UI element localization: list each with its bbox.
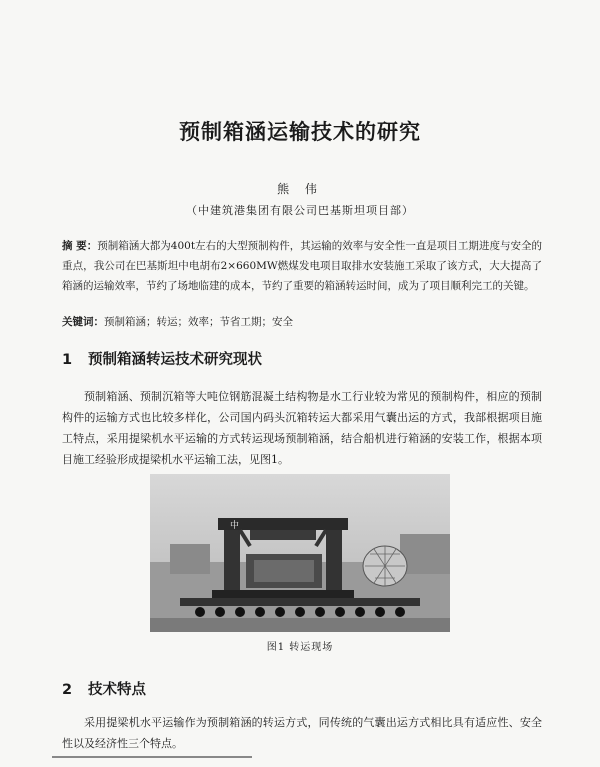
keywords: [62, 314, 542, 329]
abstract: [62, 236, 542, 296]
author: 熊 伟: [277, 182, 323, 196]
figure-caption: 图1 转运现场: [266, 642, 334, 653]
section-1-heading: [62, 348, 262, 369]
paper-title: 预制箱涵运输技术的研究: [179, 120, 421, 144]
section-1-number: 1: [62, 352, 73, 368]
affiliation: （中建筑港集团有限公司巴基斯坦项目部）: [186, 204, 414, 217]
section-1-title: 预制箱涵转运技术研究现状: [88, 352, 262, 368]
section-1-paragraph: 预制箱涵、预制沉箱等大吨位钢筋混凝土结构物是水工行业较为常见的预制构件，相应的预制构件的运输方式也比较多样化，公司国内码头沉箱转运大都采用气囊出运的方式，我部根据项目施工特点，采用提梁机水平运输的方式转运现场预制箱涵，结合船机进行箱涵的安装工作，根据本项目施工经验形成提梁机水平运输工法，见图1。: [62, 390, 542, 466]
keywords-text: 预制箱涵；转运；效率；节省工期；安全: [104, 316, 293, 328]
abstract-label: 摘 要：: [62, 240, 98, 252]
figure-transport-site-photo: [150, 474, 450, 632]
keywords-label: 关键词：: [62, 316, 104, 328]
section-2-title: 技术特点: [88, 682, 146, 698]
section-2-paragraph: 采用提梁机水平运输作为预制箱涵的转运方式，同传统的气囊出运方式相比具有适应性、安全性以及经济性三个特点。: [62, 716, 542, 750]
scan-edge-line: [52, 756, 252, 758]
abstract-text: 预制箱涵大都为400t左右的大型预制构件，其运输的效率与安全性一直是项目工期进度与安全的重点，我公司在巴基斯坦中电胡布2×660MW燃煤发电项目取排水安装施工采取了该方式，大大提高了箱涵的运输效率，节约了场地临建的成本，节约了重要的箱涵转运时间，成为了项目顺利完工的关键。: [62, 240, 543, 292]
section-2-number: 2: [62, 682, 73, 698]
gantry-marking: 中: [230, 521, 240, 531]
section-2-heading: [62, 678, 146, 699]
photo-illustration: [150, 474, 450, 632]
